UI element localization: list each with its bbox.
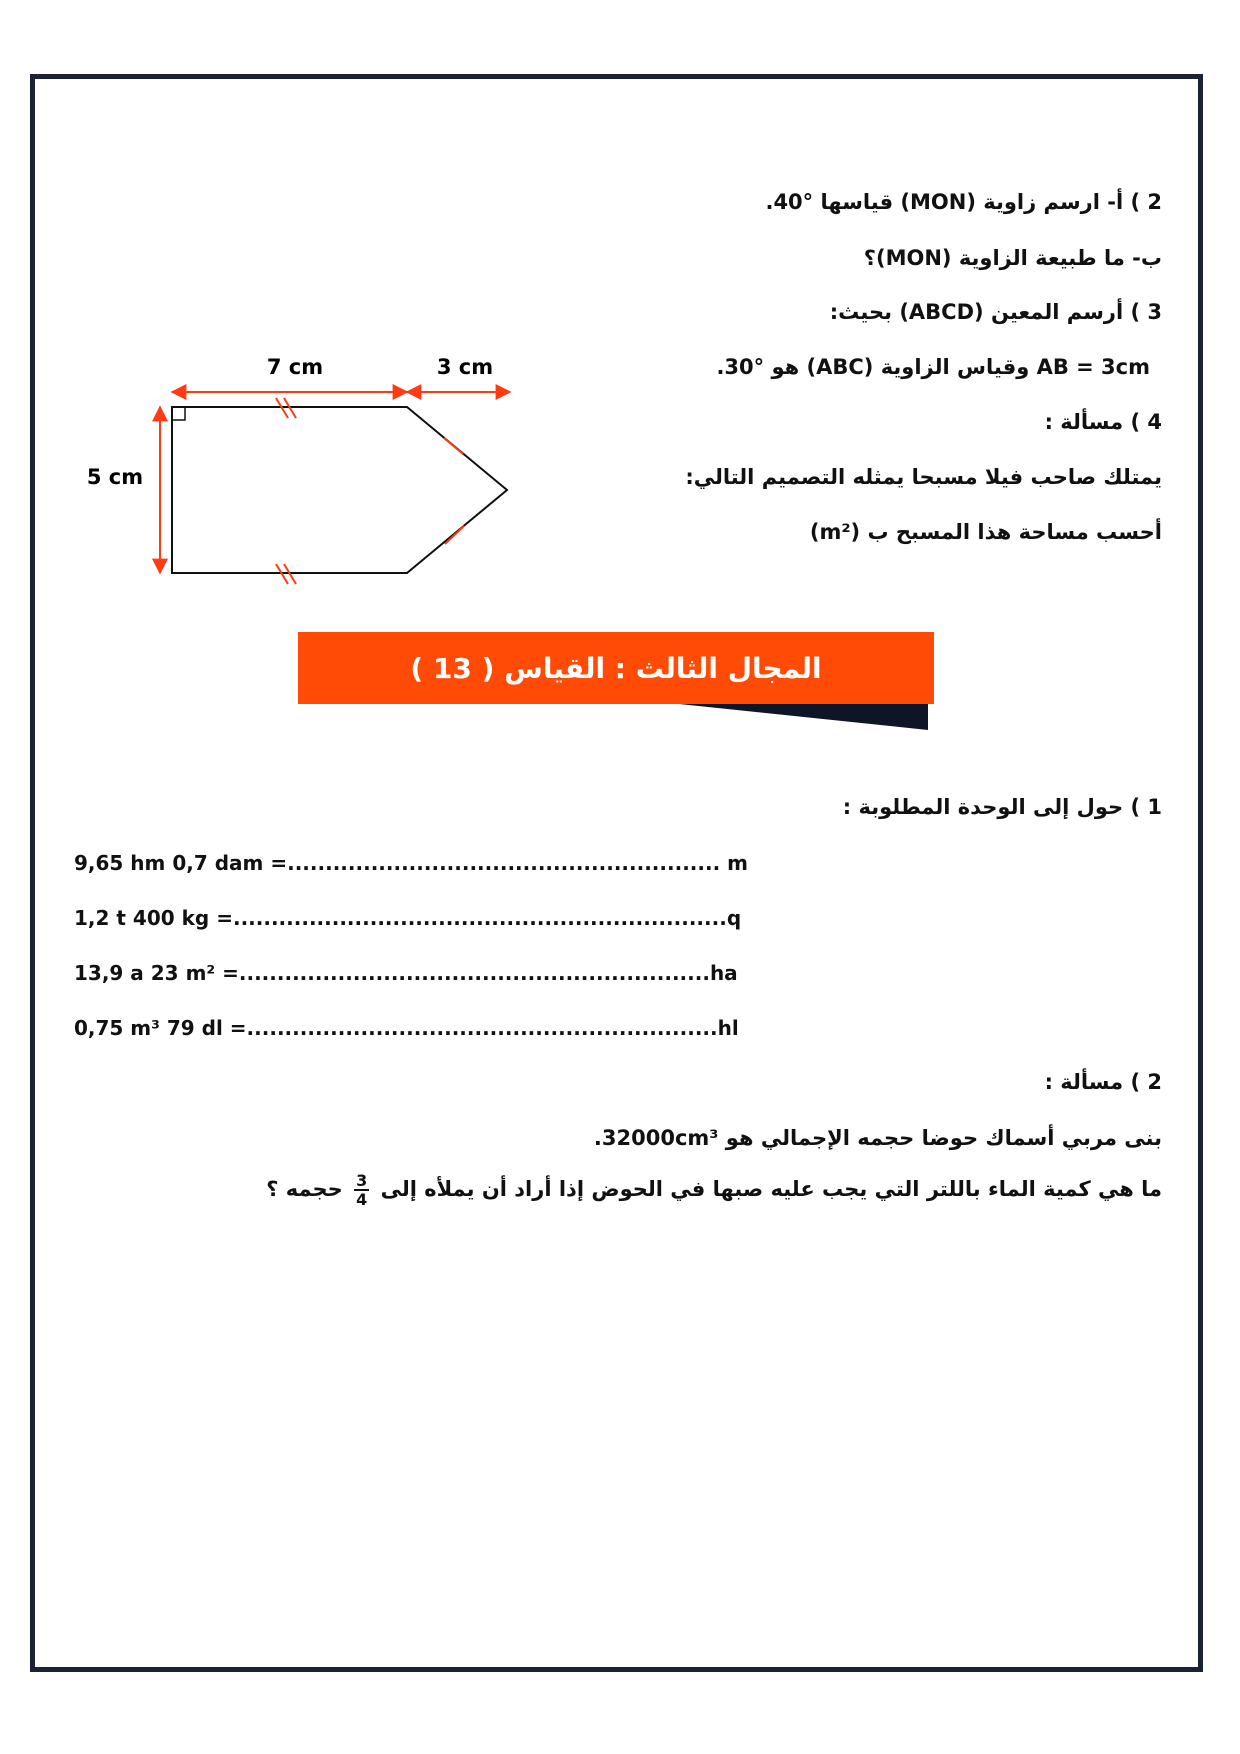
problem-2-title: 2 ) مسألة : [1044,1070,1162,1094]
conversion-row-2: 1,2 t 400 kg =.................................................................q [74,906,742,930]
question-4-task: أحسب مساحة هذا المسبح ب (m²) [809,520,1162,544]
tick-marks-single [444,438,464,544]
question-4: 4 ) مسألة : [1044,410,1162,434]
question-3-detail: AB = 3cm وقياس الزاوية (ABC) هو °30. [716,355,1150,379]
section-banner [298,632,934,704]
fraction-denominator: 4 [356,1190,368,1209]
fraction-numerator: 3 [356,1171,368,1190]
question-part-a: ما هي كمية الماء باللتر التي يجب عليه صبها في الحوض إذا أراد أن يملأه إلى [380,1177,1162,1201]
tick-marks-double [276,398,296,584]
question-part-b: حجمه ؟ [266,1177,343,1201]
question-4-text: يمتلك صاحب فيلا مسبحا يمثله التصميم التالي: [685,465,1162,489]
problem-2-text: بنى مربي أسماك حوضا حجمه الإجمالي هو 32000cm³. [593,1126,1162,1150]
banner-title: المجال الثالث : القياس ( 13 ) [410,651,822,685]
question-2b: ب- ما طبيعة الزاوية (MON)؟ [863,246,1162,270]
question-3: 3 ) أرسم المعين (ABCD) بحيث: [829,300,1162,324]
pool-shape [172,407,507,573]
label-3cm: 3 cm [436,355,494,379]
label-7cm: 7 cm [266,355,324,379]
conversion-row-4: 0,75 m³ 79 dl =..............................................................hl [74,1016,739,1040]
conversion-row-1: 9,65 hm 0,7 dam =......................................................... m [74,851,748,875]
right-angle-marker [172,407,185,420]
label-5cm: 5 cm [86,465,144,489]
problem-2-question [266,1172,1162,1208]
conversion-question: 1 ) حول إلى الوحدة المطلوبة : [842,795,1162,819]
fraction-three-quarters [354,1172,369,1208]
conversion-row-3: 13,9 a 23 m² =..............................................................ha [74,961,738,985]
question-2a: 2 ) أ- ارسم زاوية (MON) قياسها °40. [765,190,1162,214]
pool-diagram [80,350,520,600]
